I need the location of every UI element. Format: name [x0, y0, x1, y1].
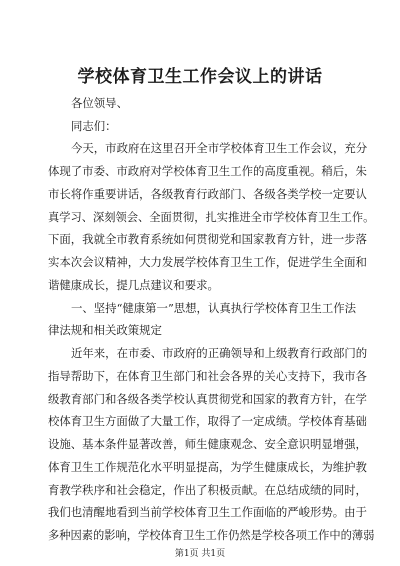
- paragraph-line: 市长将作重要讲话，各级教育行政部门、各级各类学校一定要认: [48, 187, 367, 201]
- salutation-line-1: 各位领导、: [71, 96, 128, 110]
- section-heading-line: 一、坚持“健康第一”思想，认真执行学校体育卫生工作法: [71, 301, 357, 315]
- paragraph-line: 体育卫生工作规范化水平明显提高，为学生健康成长，为维护教: [48, 460, 367, 474]
- paragraph-line: 近年来，在市委、市政府的正确领导和上级教育行政部门的: [71, 346, 368, 360]
- document-title: 学校体育卫生工作会议上的讲话: [77, 67, 323, 87]
- paragraph-line: 我们也清醒地看到当前学校体育卫生工作面临的严峻形势。由于: [48, 505, 367, 519]
- paragraph-line: 今天，市政府在这里召开全市学校体育卫生工作会议，充分: [71, 141, 368, 155]
- paragraph-line: 级教育部门和各级各类学校认真贯彻党和国家的教育方针，在学: [48, 392, 367, 406]
- paragraph-line: 育教学秩序和社会稳定，作出了积极贡献。在总结成绩的同时，: [48, 483, 367, 497]
- page-footer: 第1页 共1页: [174, 549, 226, 559]
- paragraph-line: 下面，我就全市教育系统如何贯彻党和国家教育方针，进一步落: [48, 232, 367, 246]
- paragraph-line: 设施、基本条件显著改善，师生健康观念、安全意识明显增强，: [48, 437, 367, 451]
- paragraph-line: 谐健康成长，提几点建议和要求。: [48, 278, 219, 292]
- paragraph-line: 体现了市委、市政府对学校体育卫生工作的高度重视。稍后，朱: [48, 164, 367, 178]
- paragraph-line: 实本次会议精神，大力发展学校体育卫生工作，促进学生全面和: [48, 255, 367, 269]
- section-heading-line: 律法规和相关政策规定: [48, 323, 162, 337]
- paragraph-line: 多种因素的影响，学校体育卫生工作仍然是学校各项工作中的薄弱: [48, 528, 375, 542]
- paragraph-line: 指导帮助下，在体育卫生部门和社会各界的关心支持下，我市各: [48, 369, 367, 383]
- paragraph-line: 真学习、深刻领会、全面贯彻，扎实推进全市学校体育卫生工作。: [48, 210, 375, 224]
- paragraph-line: 校体育卫生方面做了大量工作，取得了一定成绩。学校体育基础: [48, 414, 367, 428]
- salutation-line-2: 同志们：: [71, 119, 117, 133]
